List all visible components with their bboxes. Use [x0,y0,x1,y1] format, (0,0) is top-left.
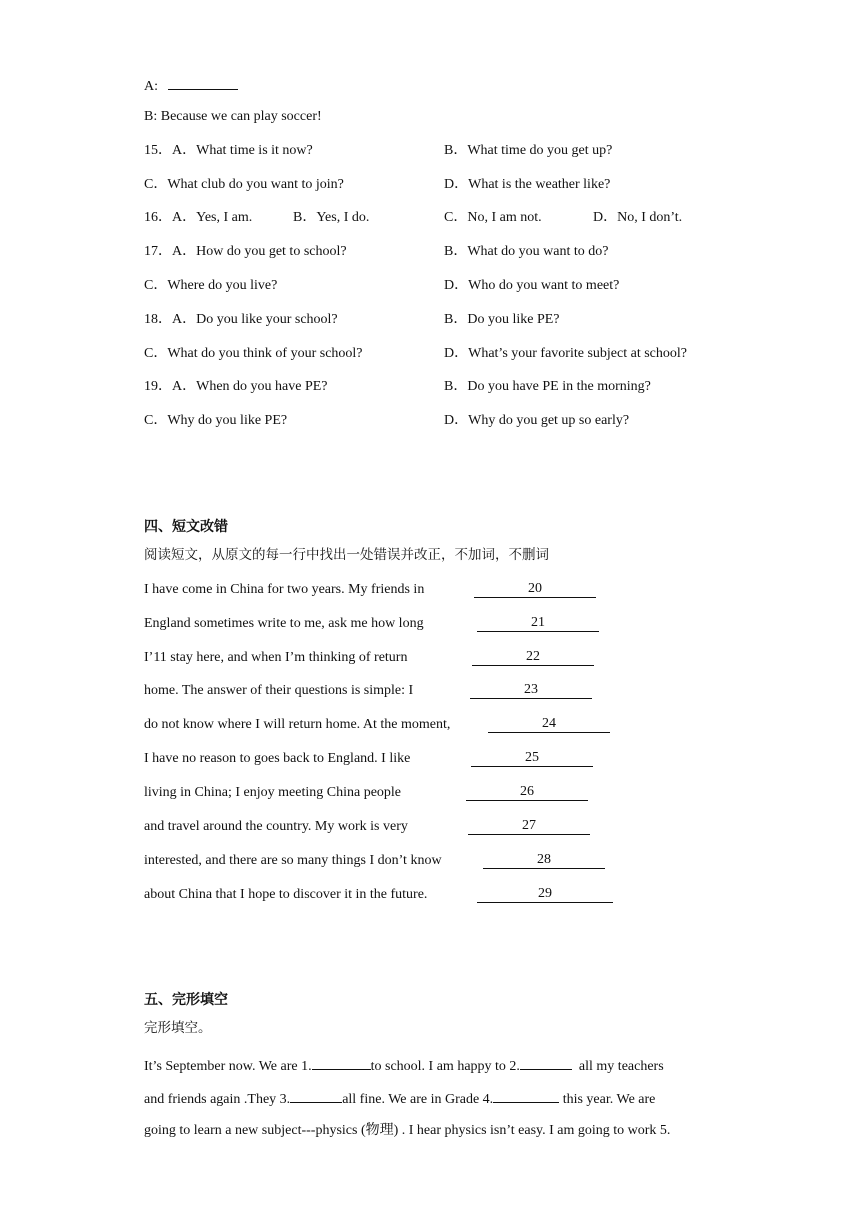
cloze-text: and friends again .They 3. [144,1092,291,1107]
question-16-option-d: D．No, I don’t. [593,210,683,225]
question-19-option-d: D．Why do you get up so early? [444,413,630,428]
question-18-option-a [144,311,338,329]
error-line-26: living in China; I enjoy meeting China people [144,785,402,800]
question-17-option-d: D．Who do you want to meet? [444,278,620,293]
error-line-24: do not know where I will return home. At the moment, [144,717,451,732]
question-18-option-c: C．What do you think of your school? [144,346,363,361]
option-text: A．When do you have PE? [172,379,328,394]
cloze-line-2 [144,1088,655,1109]
question-19-option-b: B．Do you have PE in the morning? [444,379,651,394]
question-17-option-c: C．Where do you live? [144,278,278,293]
cloze-text: all fine. We are in Grade 4. [342,1092,494,1107]
cloze-blank-2 [520,1055,572,1070]
answer-blank-20: 20 [474,580,596,598]
question-16-option-a [144,209,252,227]
error-line-25: I have no reason to goes back to England. I like [144,751,411,766]
question-number: 17． [144,244,172,259]
question-16-option-c: C．No, I am not. [444,210,542,225]
answer-blank-23: 23 [470,681,592,699]
answer-blank-28: 28 [483,851,605,869]
dialog-a-label: A: [144,79,158,94]
error-line-23: home. The answer of their questions is simple: I [144,683,414,698]
question-number: 15． [144,143,172,158]
cloze-line-3: going to learn a new subject---physics (物理) . I hear physics isn’t easy. I am going to work 5. [144,1123,671,1138]
question-number: 16． [144,210,172,225]
cloze-text: It’s September now. We are 1. [144,1059,312,1074]
section-4-title: 四、短文改错 [144,519,228,535]
question-18-option-d: D．What’s your favorite subject at school? [444,346,687,361]
option-text: A．Do you like your school? [172,312,338,327]
error-line-21: England sometimes write to me, ask me how long [144,616,424,631]
error-line-29: about China that I hope to discover it in the future. [144,887,428,902]
answer-blank-27: 27 [468,817,590,835]
answer-blank-25: 25 [471,749,593,767]
question-18-option-b: B．Do you like PE? [444,312,560,327]
answer-blank-21: 21 [477,614,599,632]
question-15-option-c: C．What club do you want to join? [144,177,344,192]
answer-blank-24: 24 [488,715,610,733]
answer-blank-22: 22 [472,648,594,666]
error-line-20: I have come in China for two years. My friends in [144,582,425,597]
error-line-22: I’11 stay here, and when I’m thinking of return [144,650,408,665]
section-5-instruction: 完形填空。 [144,1020,212,1036]
option-text: A．What time is it now? [172,143,313,158]
cloze-text: this year. We are [562,1092,656,1107]
question-number: 19． [144,379,172,394]
answer-blank [168,75,238,90]
question-17-option-b: B．What do you want to do? [444,244,609,259]
dialog-a-line [144,75,238,96]
cloze-blank-1 [312,1055,371,1070]
error-line-28: interested, and there are so many things I don’t know [144,853,442,868]
cloze-blank-4 [493,1088,559,1103]
answer-blank-29: 29 [477,885,613,903]
error-line-27: and travel around the country. My work is very [144,819,408,834]
cloze-text: all my teachers [578,1059,664,1074]
question-19-option-c: C．Why do you like PE? [144,413,288,428]
cloze-blank-3 [290,1088,342,1103]
cloze-text: to school. I am happy to 2. [370,1059,520,1074]
question-number: 18． [144,312,172,327]
question-15-option-b: B．What time do you get up? [444,143,613,158]
section-4-instruction: 阅读短文，从原文的每一行中找出一处错误并改正，不加词，不删词 [144,547,549,563]
cloze-line-1 [144,1055,664,1076]
question-15-option-d: D．What is the weather like? [444,177,611,192]
dialog-b-line: B: Because we can play soccer! [144,109,322,124]
answer-blank-26: 26 [466,783,588,801]
section-5-title: 五、完形填空 [144,992,228,1008]
option-text: A．Yes, I am. [172,210,253,225]
question-15-option-a [144,142,313,160]
option-text: A．How do you get to school? [172,244,347,259]
question-17-option-a [144,243,347,261]
question-16-option-b: B．Yes, I do. [293,210,370,225]
question-19-option-a [144,378,328,396]
